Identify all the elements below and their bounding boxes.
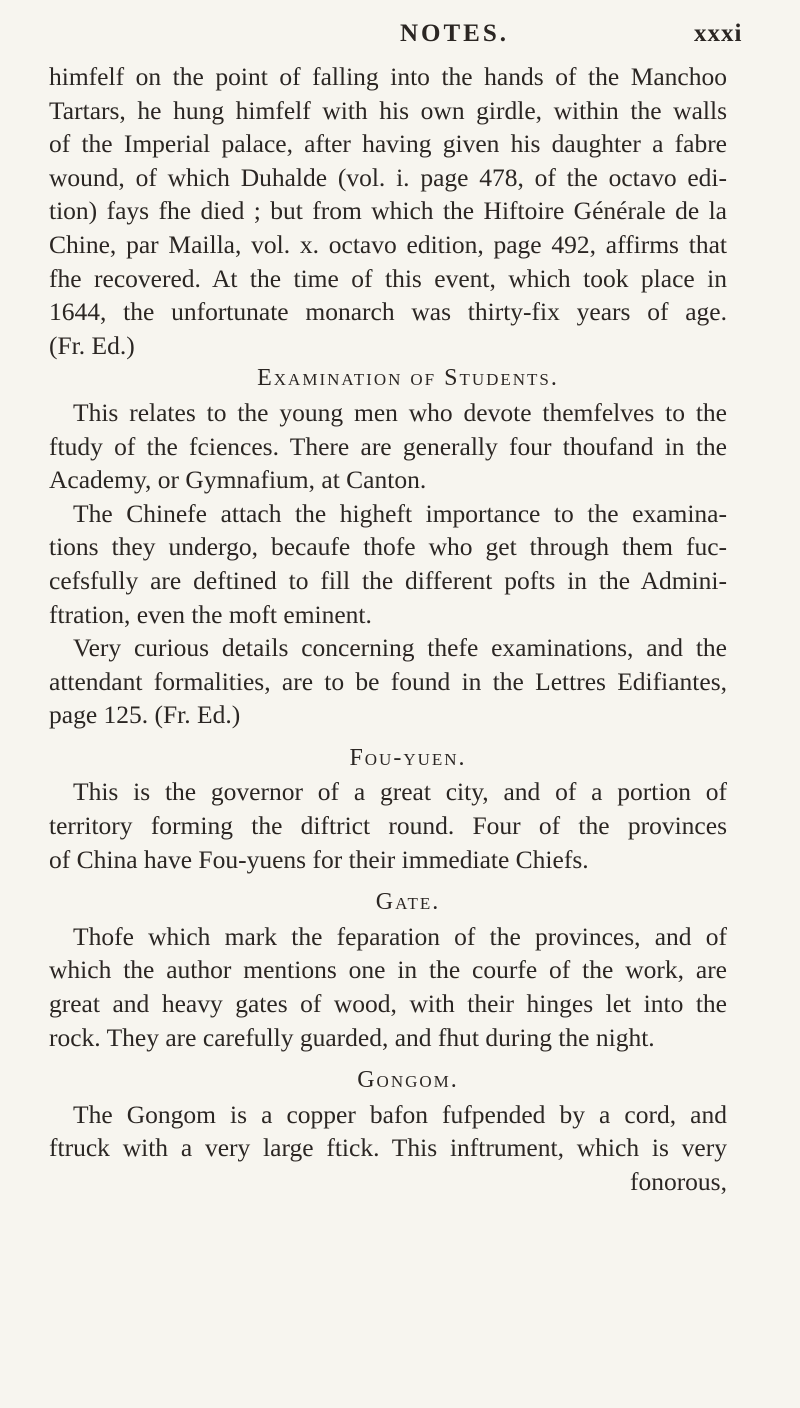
text-line: tions they undergo, becaufe thofe who get through them fuc- (49, 532, 727, 562)
text-line: himfelf on the point of falling into the hands of the Manchoo (49, 62, 727, 91)
running-head-title: NOTES. (400, 20, 510, 47)
text-line: great and heavy gates of wood, with their hinges let into the (49, 989, 727, 1019)
text-line: (Fr. Ed.) (49, 330, 135, 360)
text-line: Tartars, he hung himfelf with his own girdle, within the walls (49, 95, 727, 125)
section-heading-fou-yuen: Fou-yuen. (349, 744, 467, 771)
notes-body (49, 60, 727, 1199)
text-line: territory forming the diftrict round. Four of the provinces (49, 811, 727, 841)
text-line: The Gongom is a copper bafon fufpended by a cord, and (73, 1099, 727, 1129)
page-number: xxxi (694, 20, 743, 47)
section-heading-gate: Gate. (375, 889, 441, 916)
text-line: Academy, or Gymnafium, at Canton. (49, 465, 427, 495)
text-line: wound, of which Duhalde (vol. i. page 478, of the octavo edi- (49, 162, 727, 192)
text-line: rock. They are carefully guarded, and fhut during the night. (49, 1022, 655, 1052)
catchword: fonorous, (629, 1167, 727, 1196)
text-line: Very curious details concerning thefe examinations, and the (73, 633, 727, 663)
text-line: ftruck with a very large ftick. This inftrument, which is very (49, 1133, 727, 1163)
text-line: fhe recovered. At the time of this event, which took place in (49, 263, 727, 293)
text-line: Thofe which mark the feparation of the provinces, and of (73, 921, 727, 951)
text-line: attendant formalities, are to be found in the Lettres Edifiantes, (49, 666, 727, 696)
section-heading-examination: Examination of Students. (257, 365, 559, 392)
text-line: This is the governor of a great city, and of a portion of (73, 777, 727, 807)
text-line: This relates to the young men who devote themfelves to the (73, 397, 727, 427)
text-line: ftration, even the moft eminent. (49, 599, 372, 629)
text-line: The Chinefe attach the higheft importance to the examina- (73, 498, 727, 528)
text-line: 1644, the unfortunate monarch was thirty-fix years of age. (49, 297, 727, 327)
text-line: tion) fays fhe died ; but from which the Hiftoire Générale de la (49, 196, 727, 226)
text-line: which the author mentions one in the courfe of the work, are (49, 955, 727, 985)
text-line: cefsfully are deftined to fill the different pofts in the Admini- (49, 565, 727, 595)
text-line: of the Imperial palace, after having given his daughter a fabre (49, 129, 727, 159)
text-line: Chine, par Mailla, vol. x. octavo edition, page 492, affirms that (49, 229, 727, 259)
running-head (0, 20, 800, 60)
text-line: page 125. (Fr. Ed.) (49, 700, 241, 730)
section-heading-gongom: Gongom. (357, 1067, 459, 1094)
text-line: ftudy of the fciences. There are generally four thoufand in the (49, 431, 727, 461)
text-line: of China have Fou-yuens for their immediate Chiefs. (49, 844, 589, 874)
